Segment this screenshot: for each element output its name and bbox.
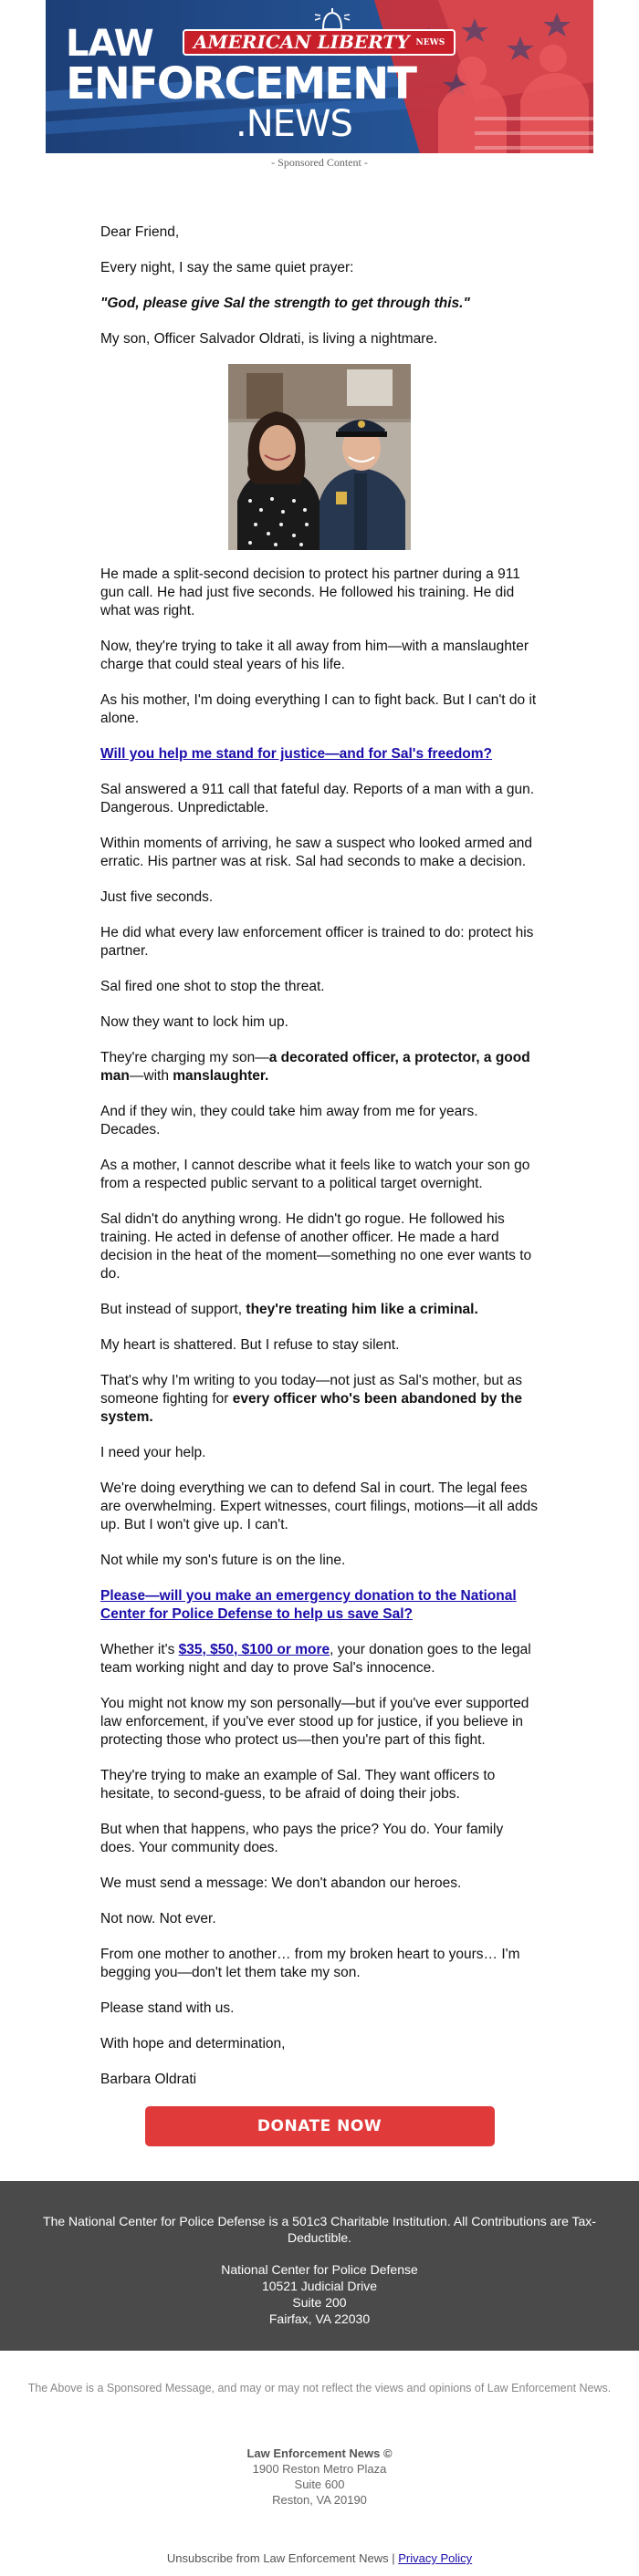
paragraph	[100, 1641, 539, 1678]
paragraph: Now they want to lock him up.	[100, 1014, 288, 1030]
paragraph: We're doing everything we can to defend Sal in court. The legal fees are overwhelming. Expert witnesses, court filings, motions—it all adds up. But I won't give up. I can't.	[100, 1480, 538, 1532]
paragraph	[100, 1301, 539, 1319]
sponsored-disclaimer: The Above is a Sponsored Message, and may or may not reflect the views and opinions of Law Enforcement News.	[27, 2382, 612, 2394]
badge-word-news: NEWS	[415, 37, 445, 47]
charity-footer	[0, 2181, 639, 2351]
paragraph	[100, 1049, 539, 1085]
paragraph: Every night, I say the same quiet prayer:	[100, 260, 354, 275]
bold-text: manslaughter.	[173, 1068, 269, 1084]
donate-container	[0, 2106, 639, 2146]
publisher-street: 1900 Reston Metro Plaza	[252, 2462, 387, 2476]
publisher-suite: Suite 600	[294, 2477, 345, 2491]
privacy-policy-link[interactable]: Privacy Policy	[398, 2551, 473, 2565]
justice-link-paragraph	[100, 745, 539, 763]
paragraph: He did what every law enforcement officer is trained to do: protect his partner.	[100, 925, 534, 959]
text-run: That's why I'm writing to you today—not just as Sal's mother, but as someone fighting for	[100, 1373, 523, 1407]
publisher-address	[0, 2446, 639, 2508]
logo-text-enforcement: ENFORCEMENT	[66, 58, 415, 109]
closing: With hope and determination,	[100, 2036, 286, 2051]
paragraph: You might not know my son personally—but if you've ever supported law enforcement, if you've ever stood up for justice, if you believe in protecting those who protect us—then you're part of this fight.	[100, 1696, 529, 1748]
paragraph: We must send a message: We don't abandon our heroes.	[100, 1875, 462, 1891]
badge-word-american: AMERICAN	[194, 31, 311, 53]
org-street: 10521 Judicial Drive	[261, 2279, 378, 2293]
unsubscribe-link[interactable]: Unsubscribe from Law Enforcement News	[166, 2551, 389, 2565]
text-run: But instead of support,	[100, 1302, 246, 1317]
paragraph: Now, they're trying to take it all away from him—with a manslaughter charge that could steal years of his life.	[100, 639, 529, 672]
greeting: Dear Friend,	[100, 224, 180, 240]
american-liberty-news-badge	[183, 29, 456, 56]
paragraph: I need your help.	[100, 1445, 206, 1460]
separator: |	[388, 2551, 399, 2565]
paragraph: They're trying to make an example of Sal. They want officers to hesitate, to second-guess, to be afraid of doing their jobs.	[100, 1768, 496, 1802]
justice-link[interactable]: Will you help me stand for justice—and for Sal's freedom?	[100, 746, 493, 762]
link-text: —will you make an emergency donation to the National Center for Police Defense to help us save Sal?	[100, 1588, 517, 1622]
logo-text-news: .NEWS	[236, 103, 352, 145]
publisher-name: Law Enforcement News ©	[246, 2446, 393, 2460]
text-run: They're charging my son—	[100, 1050, 269, 1065]
org-address	[37, 2261, 602, 2327]
text-run: Whether it's	[100, 1642, 179, 1657]
bold-text: every officer who's been abandoned by the system.	[100, 1391, 522, 1425]
text-run: , your donation goes to the legal team working night and day to prove Sal's innocence.	[100, 1642, 531, 1676]
letter-body	[100, 223, 539, 2089]
paragraph: Sal answered a 911 call that fateful day. Reports of a man with a gun. Dangerous. Unpredictable.	[100, 782, 535, 815]
unsubscribe-row	[0, 2551, 639, 2576]
paragraph: Please stand with us.	[100, 2000, 235, 2016]
text-run: —with	[129, 1068, 173, 1084]
paragraph	[100, 1372, 539, 1427]
badge-word-liberty: LIBERTY	[317, 31, 410, 53]
paragraph: But when that happens, who pays the price? You do. Your family does. Your community does.	[100, 1822, 504, 1855]
paragraph: He made a split-second decision to protect his partner during a 911 gun call. He had just five seconds. He followed his training. He did what was right.	[100, 566, 520, 618]
bold-text: they're treating him like a criminal.	[246, 1302, 478, 1317]
prayer-quote: "God, please give Sal the strength to get through this."	[100, 296, 470, 311]
paragraph: Not now. Not ever.	[100, 1911, 216, 1927]
org-city: Fairfax, VA 22030	[268, 2311, 371, 2326]
paragraph: Not while my son's future is on the line.	[100, 1553, 346, 1568]
donate-now-button[interactable]: DONATE NOW	[145, 2106, 495, 2146]
paragraph: And if they win, they could take him away from me for years. Decades.	[100, 1104, 478, 1137]
paragraph: My heart is shattered. But I refuse to stay silent.	[100, 1337, 400, 1353]
header-banner[interactable]	[46, 0, 593, 153]
bold-text: a decorated officer, a protector, a good man	[100, 1050, 530, 1084]
paragraph: My son, Officer Salvador Oldrati, is living a nightmare.	[100, 331, 438, 347]
donation-link[interactable]	[100, 1588, 517, 1622]
paragraph: As a mother, I cannot describe what it feels like to watch your son go from a respected public servant to a political target overnight.	[100, 1158, 530, 1191]
paragraph: From one mother to another… from my broken heart to yours… I'm begging you—don't let them take my son.	[100, 1947, 520, 1980]
org-suite: Suite 200	[292, 2295, 347, 2310]
paragraph: Sal fired one shot to stop the threat.	[100, 979, 325, 994]
paragraph: Just five seconds.	[100, 889, 214, 905]
photo-container	[100, 364, 539, 550]
org-name: National Center for Police Defense	[221, 2262, 418, 2277]
sponsored-label: - Sponsored Content -	[271, 156, 368, 169]
donation-amounts-link[interactable]: $35, $50, $100 or more	[178, 1642, 330, 1657]
signature: Barbara Oldrati	[100, 2072, 197, 2087]
mother-and-son-photo	[228, 364, 411, 550]
paragraph: Within moments of arriving, he saw a suspect who looked armed and erratic. His partner was at risk. Sal had seconds to make a decision.	[100, 836, 532, 869]
tax-deductible-note: The National Center for Police Defense is a 501c3 Charitable Institution. All Contributions are Tax-Deductible.	[43, 2214, 596, 2245]
publisher-city: Reston, VA 20190	[272, 2493, 367, 2507]
logo-text-law: LAW	[66, 23, 153, 65]
paragraph: As his mother, I'm doing everything I can to fight back. But I can't do it alone.	[100, 692, 537, 726]
donation-link-paragraph	[100, 1587, 539, 1624]
link-text: Please	[100, 1588, 146, 1604]
paragraph: Sal didn't do anything wrong. He didn't go rogue. He followed his training. He acted in defense of another officer. He made a hard decision in the heat of the moment—something no one ever wants to do.	[100, 1211, 532, 1282]
